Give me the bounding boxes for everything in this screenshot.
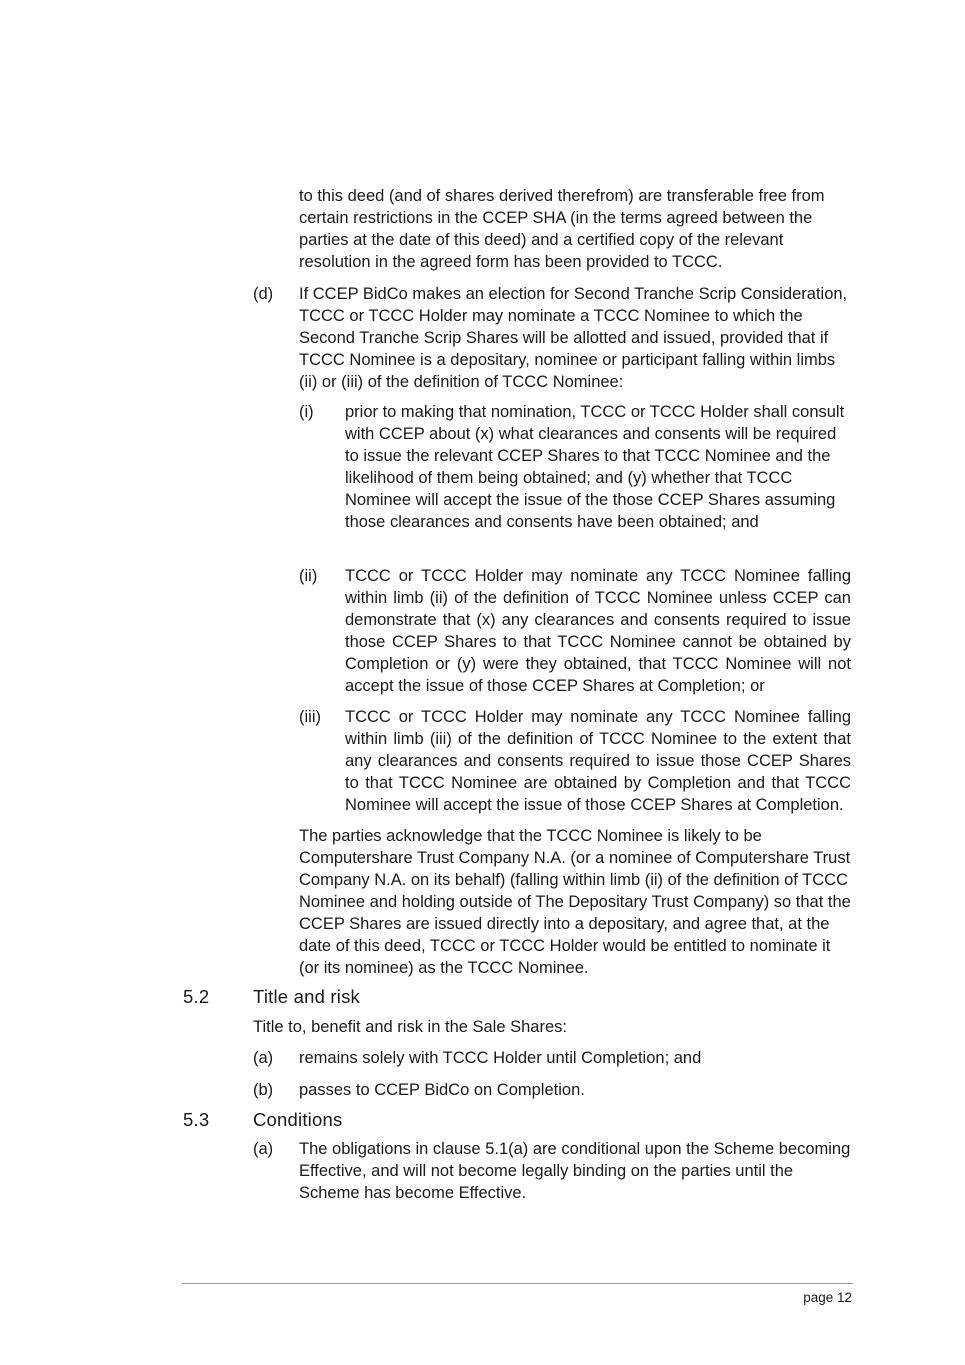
- continuation-paragraph: to this deed (and of shares derived therefrom) are transferable free from certain restrictions in the CCEP SHA (in the terms agreed between the parties at the date of this deed) and a certified copy of the relevant resolution in the agreed form has been provided to TCCC.: [299, 187, 825, 271]
- subitem-ii-text: TCCC or TCCC Holder may nominate any TCCC Nominee falling within limb (ii) of the definition of TCCC Nominee unless CCEP can demonstrate that (x) any clearances and consents required to issue those CCEP Shares to that TCCC Nominee cannot be obtained by Completion or (y) were they obtained, that TCCC Nominee will not accept the issue of those CCEP Shares at Completion; or: [345, 567, 851, 695]
- section-5-2-item-b-text: passes to CCEP BidCo on Completion.: [299, 1081, 585, 1099]
- item-d-text: If CCEP BidCo makes an election for Second Tranche Scrip Consideration, TCCC or TCCC Holder may nominate a TCCC Nominee to which the Second Tranche Scrip Shares will be allotted and issued, provided that if TCCC Nominee is a depositary, nominee or participant falling within limbs (ii) or (iii) of the definition of TCCC Nominee:: [299, 285, 848, 391]
- section-5-3-number: 5.3: [183, 1109, 210, 1130]
- subitem-ii-label: (ii): [299, 567, 318, 585]
- section-5-3-item-a-label: (a): [253, 1140, 274, 1158]
- section-5-3-title: Conditions: [253, 1109, 343, 1130]
- subitem-i-text: prior to making that nomination, TCCC or TCCC Holder shall consult with CCEP about (x) what clearances and consents will be required to issue the relevant CCEP Shares to that TCCC Nominee and the likelihood of them being obtained; and (y) whether that TCCC Nominee will accept the issue of the those CCEP Shares assuming those clearances and consents have been obtained; and: [345, 403, 845, 531]
- section-5-2-item-b-label: (b): [253, 1081, 274, 1099]
- item-d-label: (d): [253, 285, 274, 303]
- acknowledgement-paragraph: The parties acknowledge that the TCCC Nominee is likely to be Computershare Trust Company N.A. (or a nominee of Computershare Trust Company N.A. on its behalf) (falling within limb (ii) of the definition of TCCC Nominee and holding outside of The Depositary Trust Company) so that the CCEP Shares are issued directly into a depositary, and agree that, at the date of this deed, TCCC or TCCC Holder would be entitled to nominate it (or its nominee) as the TCCC Nominee.: [299, 827, 851, 977]
- page-number: page 12: [803, 1290, 852, 1305]
- footer-divider: [182, 1283, 853, 1284]
- section-5-2-lead: Title to, benefit and risk in the Sale Shares:: [253, 1018, 567, 1036]
- section-5-2-title: Title and risk: [253, 986, 360, 1007]
- subitem-iii-label: (iii): [299, 708, 321, 726]
- subitem-iii-text: TCCC or TCCC Holder may nominate any TCCC Nominee falling within limb (iii) of the definition of TCCC Nominee to the extent that any clearances and consents required to issue those CCEP Shares to that TCCC Nominee are obtained by Completion and that TCCC Nominee will accept the issue of those CCEP Shares at Completion.: [345, 708, 851, 814]
- section-5-2-number: 5.2: [183, 986, 210, 1007]
- section-5-2-item-a-text: remains solely with TCCC Holder until Completion; and: [299, 1049, 702, 1067]
- section-5-3-item-a-text: The obligations in clause 5.1(a) are conditional upon the Scheme becoming Effective, and will not become legally binding on the parties until the Scheme has become Effective.: [299, 1140, 851, 1202]
- subitem-i-label: (i): [299, 403, 314, 421]
- section-5-2-item-a-label: (a): [253, 1049, 274, 1067]
